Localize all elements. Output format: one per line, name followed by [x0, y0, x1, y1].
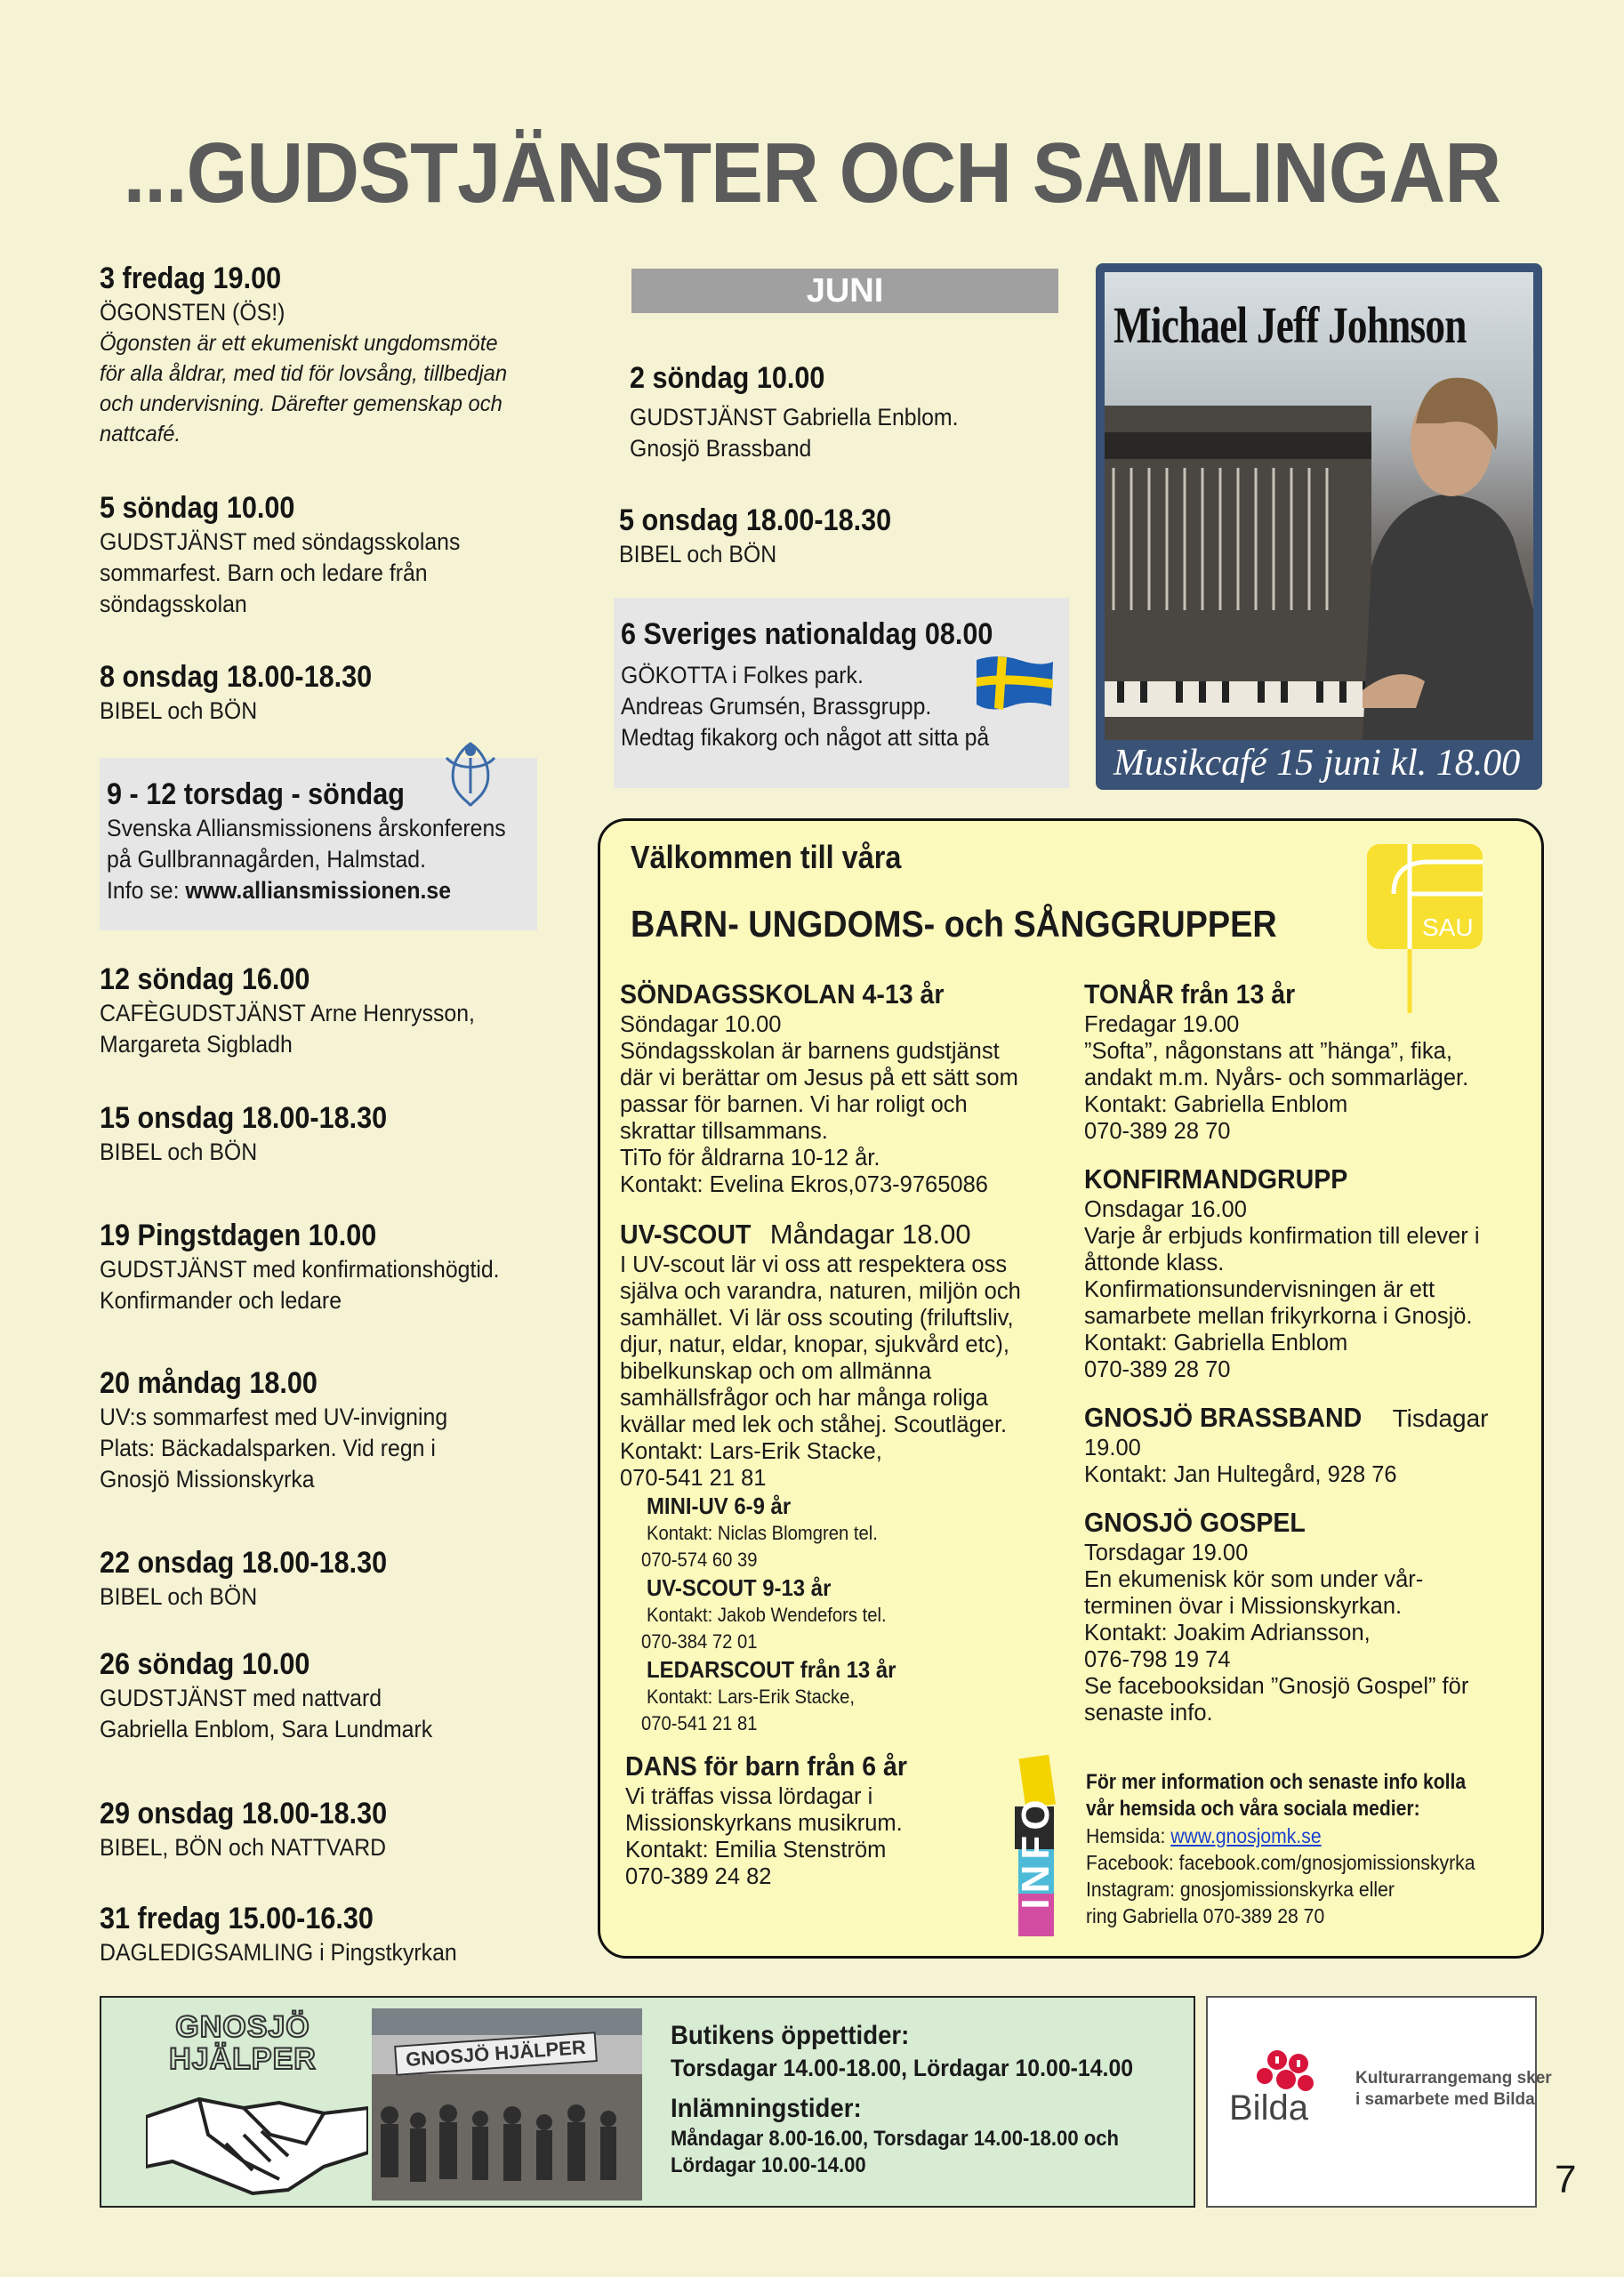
- groups-heading: BARN- UNGDOMS- och SÅNGGRUPPER: [631, 903, 1277, 945]
- event-text: på Gullbrannagården, Halmstad.: [107, 846, 427, 873]
- group-text: Kontakt: Niclas Blomgren tel.: [647, 1522, 878, 1544]
- dropoff-heading: Inlämningstider:: [671, 2094, 862, 2123]
- phone-line: ring Gabriella 070-389 28 70: [1086, 1904, 1325, 1927]
- group-text: där vi berättar om Jesus på ett sätt som: [620, 1066, 1018, 1090]
- event-text: UV:s sommarfest med UV-invigning: [100, 1404, 448, 1430]
- info-logo: [1009, 1753, 1063, 1940]
- group-subheading: MINI-UV 6-9 år: [647, 1493, 792, 1519]
- event-heading: 26 söndag 10.00: [100, 1647, 310, 1681]
- group-text: Se facebooksidan ”Gnosjö Gospel” för: [1084, 1674, 1469, 1699]
- event-text: Gnosjö Missionskyrka: [100, 1466, 315, 1493]
- group-text: åttonde klass.: [1084, 1251, 1225, 1275]
- info-logo-text: INFO: [1014, 1794, 1057, 1910]
- event-heading: 8 onsdag 18.00-18.30: [100, 660, 373, 694]
- group-text: Kontakt: Evelina Ekros,073-9765086: [620, 1172, 988, 1197]
- event-text: Gabriella Enblom, Sara Lundmark: [100, 1716, 433, 1742]
- group-text: Missionskyrkans musikrum.: [625, 1811, 903, 1836]
- group-text: själva och varandra, naturen, miljön och: [620, 1279, 1021, 1304]
- group-text: terminen övar i Missionskyrkan.: [1084, 1594, 1403, 1619]
- event-text: Svenska Alliansmissionens årskonferens: [107, 815, 506, 841]
- event-text: söndagsskolan: [100, 591, 247, 617]
- event-description: nattcafé.: [100, 422, 181, 447]
- website-link[interactable]: www.gnosjomk.se: [1170, 1824, 1322, 1847]
- page-number: 7: [1555, 2158, 1577, 2201]
- bilda-name: Bilda: [1229, 2088, 1308, 2128]
- event-text: Andreas Grumsén, Brassgrupp.: [621, 693, 932, 720]
- hours-text: Torsdagar 14.00-18.00, Lördagar 10.00-14.00: [671, 2055, 1134, 2081]
- store-photo: [372, 2008, 642, 2201]
- group-text: 076-798 19 74: [1084, 1647, 1231, 1672]
- handshake-icon: [146, 2081, 368, 2197]
- group-text: Fredagar 19.00: [1084, 1012, 1240, 1037]
- poster-caption: Musikcafé 15 juni kl. 18.00: [1113, 743, 1521, 784]
- group-heading: TONÅR från 13 år: [1084, 978, 1296, 1010]
- event-heading: 3 fredag 19.00: [100, 261, 282, 295]
- event-item: [100, 260, 528, 449]
- group-text: samhällsfrågor och har många roliga: [620, 1386, 988, 1411]
- event-item: [100, 1364, 478, 1495]
- store-hours: [671, 2019, 1195, 2179]
- group-heading-row: [1084, 1401, 1529, 1435]
- month-header: JUNI: [631, 269, 1058, 313]
- event-text: Medtag fikakorg och något att sitta på: [621, 724, 990, 751]
- event-description: och undervisning. Därefter gemenskap och: [100, 391, 502, 416]
- event-text: BIBEL och BÖN: [100, 1583, 258, 1610]
- event-text: BIBEL och BÖN: [100, 697, 258, 724]
- sau-logo: [1367, 844, 1483, 949]
- event-text: BIBEL och BÖN: [100, 1138, 258, 1165]
- group-heading: UV-SCOUT: [620, 1219, 752, 1250]
- event-text: GUDSTJÄNST med söndagsskolans: [100, 528, 461, 555]
- instagram-line: Instagram: gnosjomissionskyrka eller: [1086, 1878, 1395, 1901]
- logo-line-1: GNOSJÖ: [175, 2010, 310, 2044]
- event-item: [100, 1099, 419, 1168]
- bilda-text: Kulturarrangemang sker: [1355, 2069, 1552, 2088]
- event-heading: 9 - 12 torsdag - söndag: [107, 777, 405, 811]
- group-text: I UV-scout lär vi oss att respektera oss: [620, 1252, 1008, 1277]
- event-description: för alla åldrar, med tid för lovsång, tillbedjan: [100, 361, 508, 386]
- group-heading-row: [620, 1218, 1065, 1251]
- event-heading: 22 onsdag 18.00-18.30: [100, 1546, 388, 1580]
- group-text: bibelkunskap och om allmänna: [620, 1359, 932, 1384]
- group-text: En ekumenisk kör som under vår-: [1084, 1567, 1424, 1592]
- group-text: 070-541 21 81: [620, 1466, 767, 1491]
- event-text: GUDSTJÄNST Gabriella Enblom.: [630, 404, 959, 430]
- group-heading: SÖNDAGSSKOLAN 4-13 år: [620, 978, 945, 1010]
- group-text: senaste info.: [1084, 1701, 1213, 1726]
- event-heading: 6 Sveriges nationaldag 08.00: [621, 617, 993, 651]
- event-text: BIBEL, BÖN och NATTVARD: [100, 1834, 387, 1861]
- group-text: 070-389 28 70: [1084, 1357, 1231, 1382]
- group-heading-extra: Måndagar 18.00: [762, 1219, 971, 1250]
- event-text: DAGLEDIGSAMLING i Pingstkyrkan: [100, 1939, 457, 1966]
- event-heading: 5 söndag 10.00: [100, 491, 295, 525]
- group-text: 070-384 72 01: [641, 1630, 758, 1653]
- event-item: [100, 1795, 419, 1863]
- group-heading: GNOSJÖ BRASSBAND: [1084, 1402, 1363, 1433]
- event-text: BIBEL och BÖN: [619, 541, 777, 567]
- event-item: [630, 359, 1057, 464]
- group-heading-extra: Tisdagar: [1386, 1404, 1489, 1432]
- dropoff-text: Måndagar 8.00-16.00, Torsdagar 14.00-18.00 och: [671, 2127, 1120, 2151]
- hours-heading: Butikens öppettider:: [671, 2021, 910, 2050]
- group-text: passar för barnen. Vi har roligt och: [620, 1092, 968, 1117]
- facebook-line: Facebook: facebook.com/gnosjomissionskyrka: [1086, 1851, 1475, 1874]
- group-text: 070-574 60 39: [641, 1549, 758, 1571]
- group-text: 070-389 24 82: [625, 1864, 772, 1889]
- group-text: Kontakt: Lars-Erik Stacke,: [620, 1439, 882, 1464]
- group-text: Söndagar 10.00: [620, 1012, 782, 1037]
- event-text: GUDSTJÄNST med konfirmationshögtid.: [100, 1256, 500, 1283]
- group-text: Vi träffas vissa lördagar i: [625, 1784, 873, 1809]
- event-item: [100, 489, 492, 620]
- event-text: Konfirmander och ledare: [100, 1287, 342, 1314]
- group-text: Konfirmationsundervisningen är ett: [1084, 1277, 1435, 1302]
- contact-info: [1086, 1769, 1531, 1929]
- event-item: [100, 658, 402, 727]
- event-text: sommarfest. Barn och ledare från: [100, 559, 428, 586]
- info-prefix: Info se:: [107, 877, 186, 904]
- group-subheading: LEDARSCOUT från 13 år: [647, 1656, 896, 1683]
- event-text: Plats: Bäckadalsparken. Vid regn i: [100, 1435, 436, 1461]
- group-text: skrattar tillsammans.: [620, 1119, 828, 1144]
- group-text: 070-541 21 81: [641, 1712, 758, 1734]
- website-prefix: Hemsida:: [1086, 1824, 1171, 1847]
- event-description: Ögonsten är ett ekumeniskt ungdomsmöte: [100, 331, 498, 356]
- group-text: Torsdagar 19.00: [1084, 1541, 1249, 1565]
- event-heading: 20 måndag 18.00: [100, 1366, 318, 1400]
- group-subheading: UV-SCOUT 9-13 år: [647, 1574, 832, 1601]
- bilda-box: [1206, 1996, 1552, 2208]
- event-item: [100, 1645, 462, 1745]
- sau-logo-text: SAU: [1422, 913, 1474, 941]
- event-heading: 5 onsdag 18.00-18.30: [619, 503, 892, 537]
- page-title: ...GUDSTJÄNSTER OCH SAMLINGAR: [123, 125, 1501, 221]
- event-item: [619, 502, 1046, 570]
- event-heading: 2 söndag 10.00: [630, 361, 825, 395]
- welcome-text: Välkommen till våra: [631, 839, 902, 875]
- gnosjo-hjalper-box: [100, 1996, 1195, 2208]
- info-heading: vår hemsida och våra sociala medier:: [1086, 1797, 1420, 1821]
- group-text: 070-389 28 70: [1084, 1119, 1231, 1144]
- group-text: samarbete mellan frikyrkorna i Gnosjö.: [1084, 1304, 1473, 1329]
- group-heading: KONFIRMANDGRUPP: [1084, 1163, 1348, 1195]
- group-text: Kontakt: Gabriella Enblom: [1084, 1092, 1348, 1117]
- poster-name: Michael Jeff Johnson: [1113, 296, 1467, 354]
- group-text: ”Softa”, någonstans att ”hänga”, fika,: [1084, 1039, 1452, 1064]
- event-heading: 29 onsdag 18.00-18.30: [100, 1797, 388, 1830]
- group-text: 19.00: [1084, 1436, 1141, 1460]
- group-text: Kontakt: Emilia Stenström: [625, 1838, 887, 1863]
- group-text: Söndagsskolan är barnens gudstjänst: [620, 1039, 1000, 1064]
- event-text: GUDSTJÄNST med nattvard: [100, 1685, 382, 1711]
- dropoff-text: Lördagar 10.00-14.00: [671, 2153, 866, 2177]
- group-text: Kontakt: Gabriella Enblom: [1084, 1331, 1348, 1356]
- groups-left-column: [620, 978, 1065, 1890]
- website-line: [1086, 1822, 1495, 1849]
- event-heading: 12 söndag 16.00: [100, 962, 310, 996]
- event-item: [100, 1217, 535, 1316]
- event-heading: 31 fredag 15.00-16.30: [100, 1902, 374, 1935]
- event-heading: 19 Pingstdagen 10.00: [100, 1219, 377, 1252]
- event-item: [100, 1900, 488, 1968]
- groups-right-column: [1084, 978, 1529, 1726]
- event-text: GÖKOTTA i Folkes park.: [621, 662, 864, 688]
- group-text: Kontakt: Lars-Erik Stacke,: [647, 1686, 855, 1708]
- swedish-flag-icon: [971, 653, 1057, 715]
- event-text: CAFÈGUDSTJÄNST Arne Henrysson,: [100, 1000, 475, 1026]
- event-info: [107, 875, 500, 906]
- store-sign: GNOSJÖ HJÄLPER: [394, 2032, 598, 2076]
- group-text: TiTo för åldrarna 10-12 år.: [620, 1146, 880, 1171]
- concert-poster: [1096, 263, 1542, 790]
- group-text: kvällar med lek och ståhej. Scoutläger.: [620, 1412, 1008, 1437]
- nationaldag-box: [614, 598, 1069, 788]
- event-item: [100, 1544, 419, 1613]
- logo-line-2: HJÄLPER: [169, 2042, 317, 2076]
- group-text: Kontakt: Jakob Wendefors tel.: [647, 1604, 887, 1626]
- group-text: Varje år erbjuds konfirmation till elever i: [1084, 1224, 1480, 1249]
- bilda-text: i samarbete med Bilda: [1355, 2090, 1535, 2109]
- group-text: djur, natur, eldar, knopar, sjukvård etc),: [620, 1332, 1009, 1357]
- alliansmissionen-link[interactable]: www.alliansmissionen.se: [185, 877, 452, 904]
- gnosjo-hjalper-logo: [137, 2005, 377, 2201]
- event-text: ÖGONSTEN (ÖS!): [100, 299, 285, 326]
- event-item: [100, 961, 508, 1060]
- group-text: Kontakt: Jan Hultegård, 928 76: [1084, 1462, 1397, 1487]
- group-heading: GNOSJÖ GOSPEL: [1084, 1507, 1306, 1538]
- group-text: andakt m.m. Nyårs- och sommarläger.: [1084, 1066, 1469, 1090]
- info-heading: För mer information och senaste info kolla: [1086, 1770, 1467, 1794]
- group-text: Onsdagar 16.00: [1084, 1197, 1247, 1222]
- group-text: Kontakt: Joakim Adriansson,: [1084, 1621, 1371, 1645]
- groups-box: [598, 818, 1544, 1959]
- event-text: Gnosjö Brassband: [630, 435, 812, 462]
- event-text: Margareta Sigbladh: [100, 1031, 293, 1058]
- group-heading: DANS för barn från 6 år: [625, 1750, 907, 1782]
- conference-box: [100, 758, 537, 930]
- event-heading: 15 onsdag 18.00-18.30: [100, 1101, 388, 1135]
- group-text: samhället. Vi lär oss scouting (friluftsliv,: [620, 1306, 1014, 1331]
